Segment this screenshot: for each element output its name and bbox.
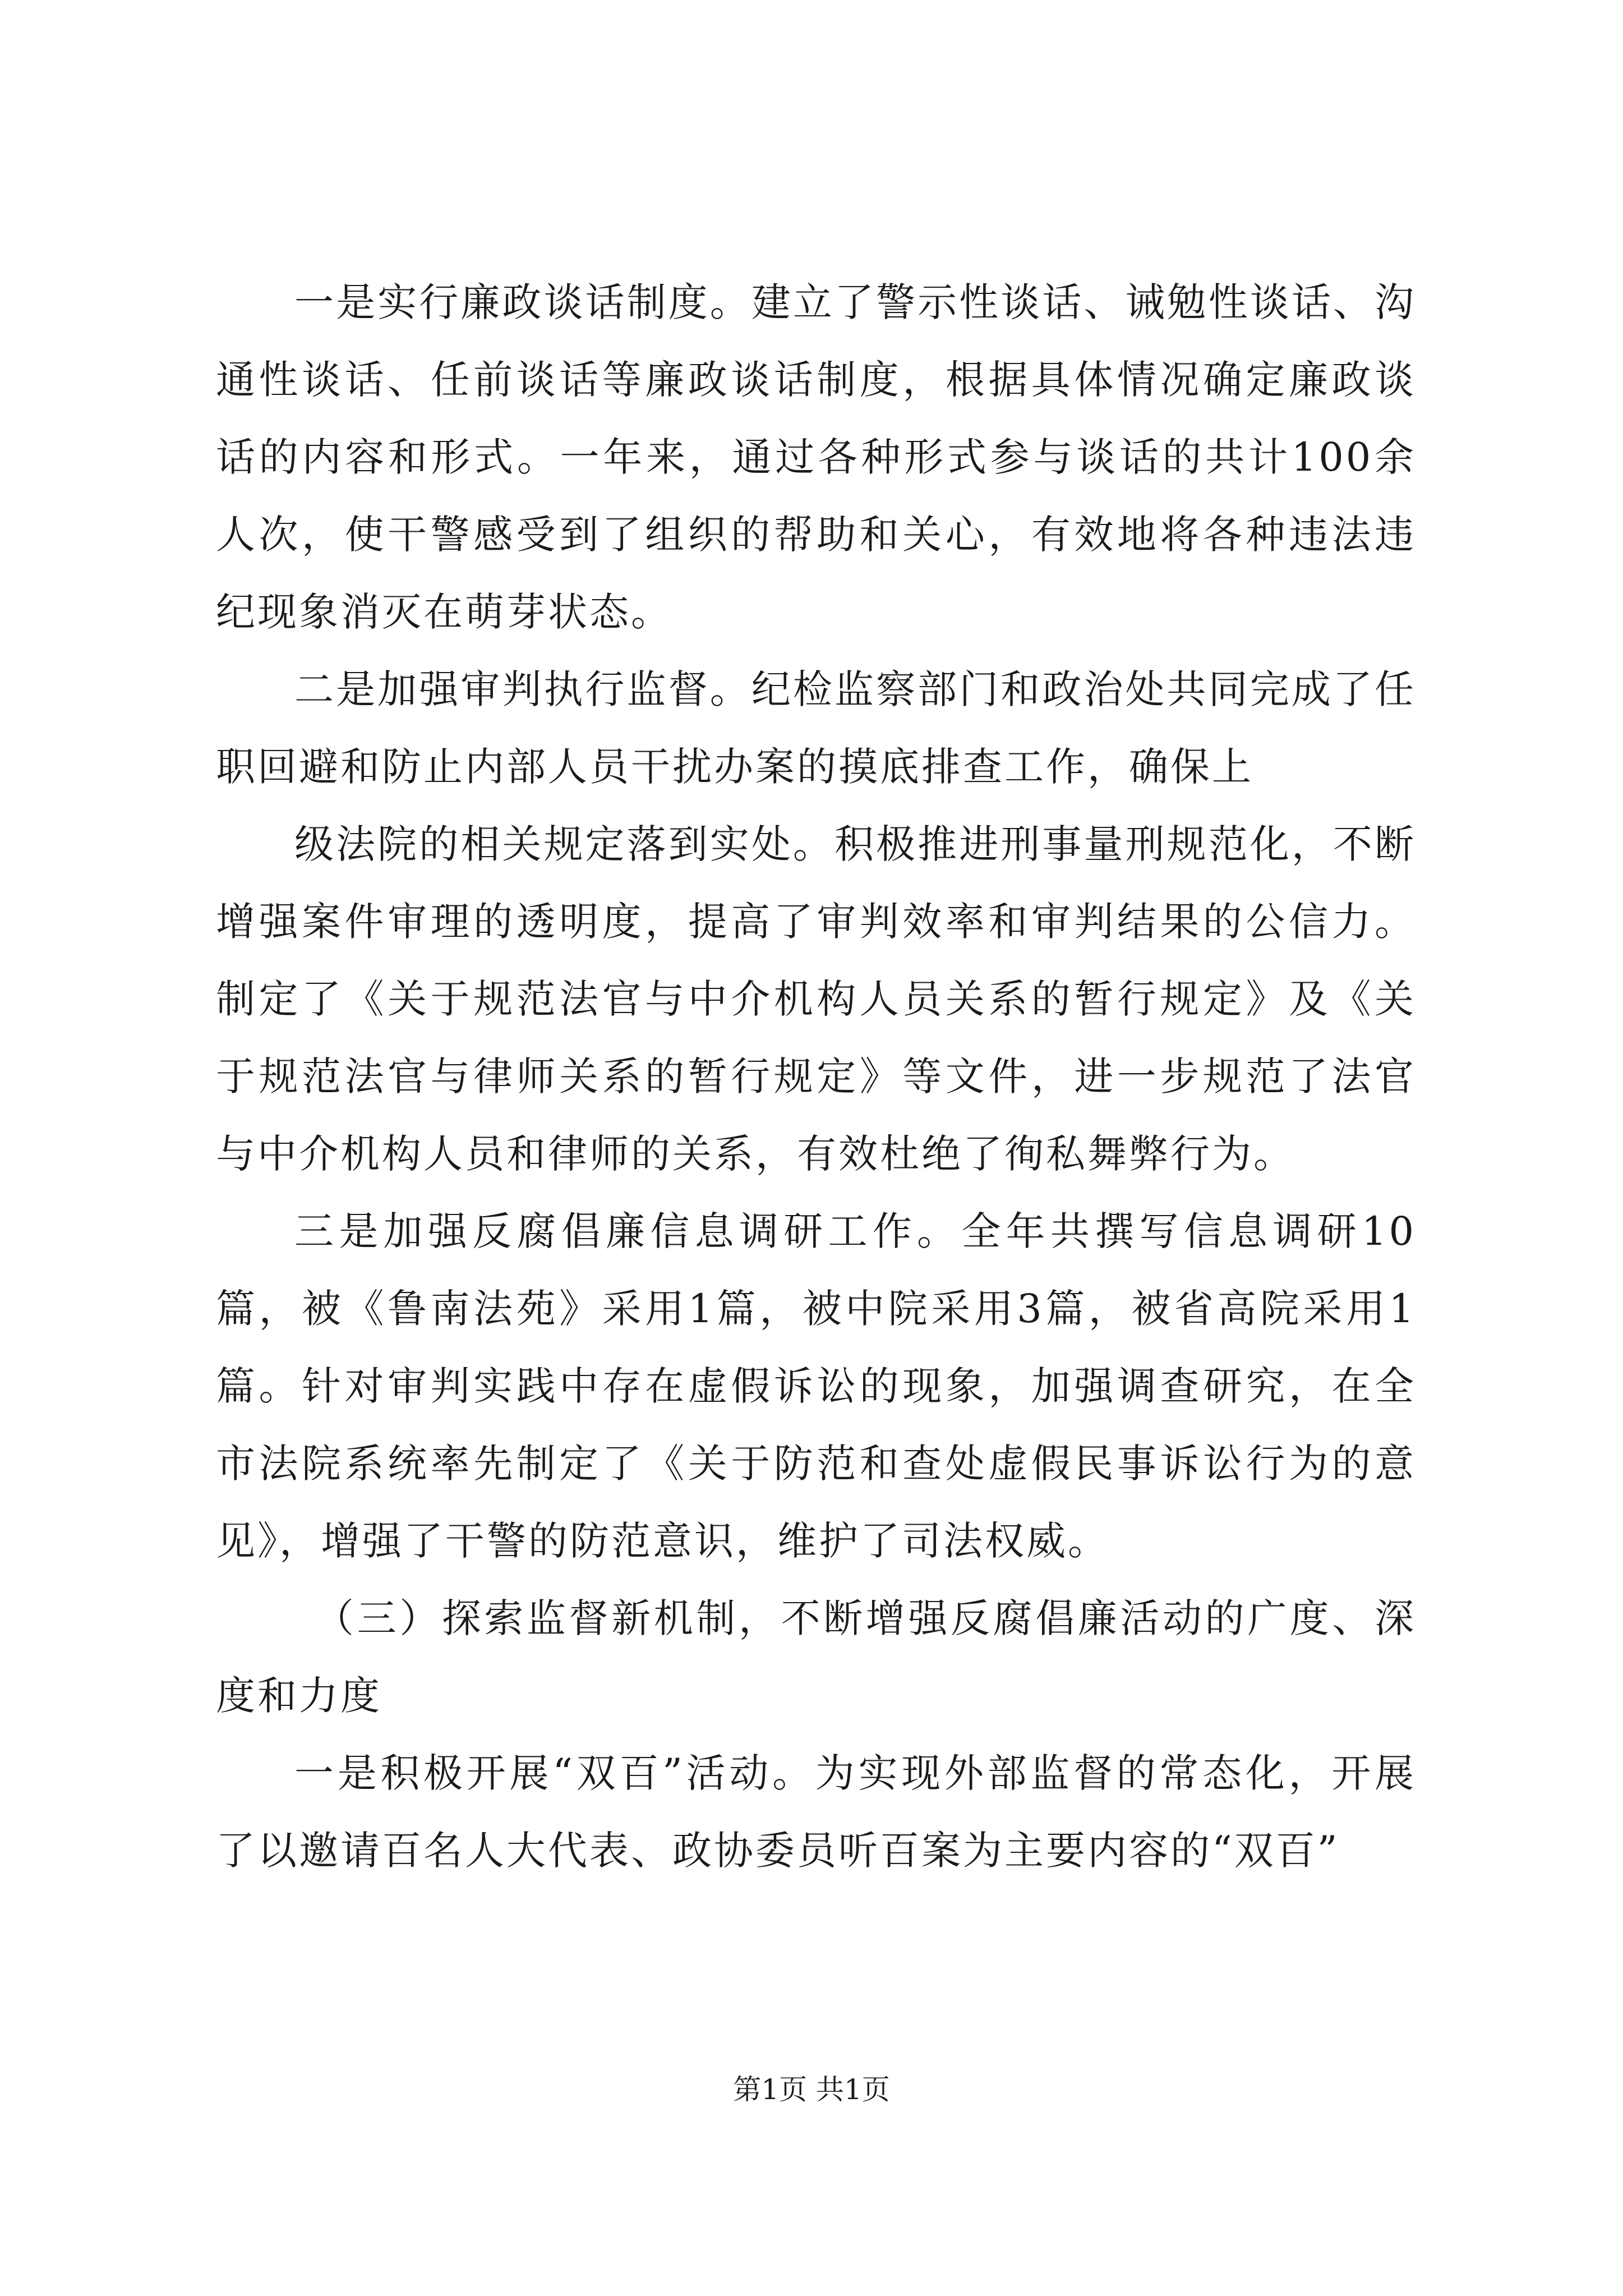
paragraph-trial-supervision: 二是加强审判执行监督。纪检监察部门和政治处共同完成了任职回避和防止内部人员干扰办案的摸底排查工作，确保上 [216, 666, 1416, 790]
paragraph-trial-supervision-continued: 级法院的相关规定落到实处。积极推进刑事量刑规范化，不断增强案件审理的透明度，提高了审判效率和审判结果的公信力。制定了《关于规范法官与中介机构人员关系的暂行规定》及《关于规范法官与律师关系的暂行规定》等文件，进一步规范了法官与中介机构人员和律师的关系，有效杜绝了徇私舞弊行为。 [216, 821, 1416, 1177]
paragraph-talk-system: 一是实行廉政谈话制度。建立了警示性谈话、诫勉性谈话、沟通性谈话、任前谈话等廉政谈话制度，根据具体情况确定廉政谈话的内容和形式。一年来，通过各种形式参与谈话的共计100余人次，使干警感受到了组织的帮助和关心，有效地将各种违法违纪现象消灭在萌芽状态。 [216, 279, 1416, 635]
page-number-footer: 第1页 共1页 [733, 2073, 890, 2106]
document-body [216, 264, 1416, 1889]
paragraph-research-work: 三是加强反腐倡廉信息调研工作。全年共撰写信息调研10篇，被《鲁南法苑》采用1篇，被中院采用3篇，被省高院采用1篇。针对审判实践中存在虚假诉讼的现象，加强调查研究，在全市法院系统率先制定了《关于防范和查处虚假民事诉讼行为的意见》，增强了干警的防范意识，维护了司法权威。 [216, 1208, 1416, 1564]
section-heading-new-mechanism: （三）探索监督新机制，不断增强反腐倡廉活动的广度、深度和力度 [216, 1595, 1416, 1719]
paragraph-double-hundred: 一是积极开展“双百”活动。为实现外部监督的常态化，开展了以邀请百名人大代表、政协委员听百案为主要内容的“双百” [216, 1750, 1416, 1874]
